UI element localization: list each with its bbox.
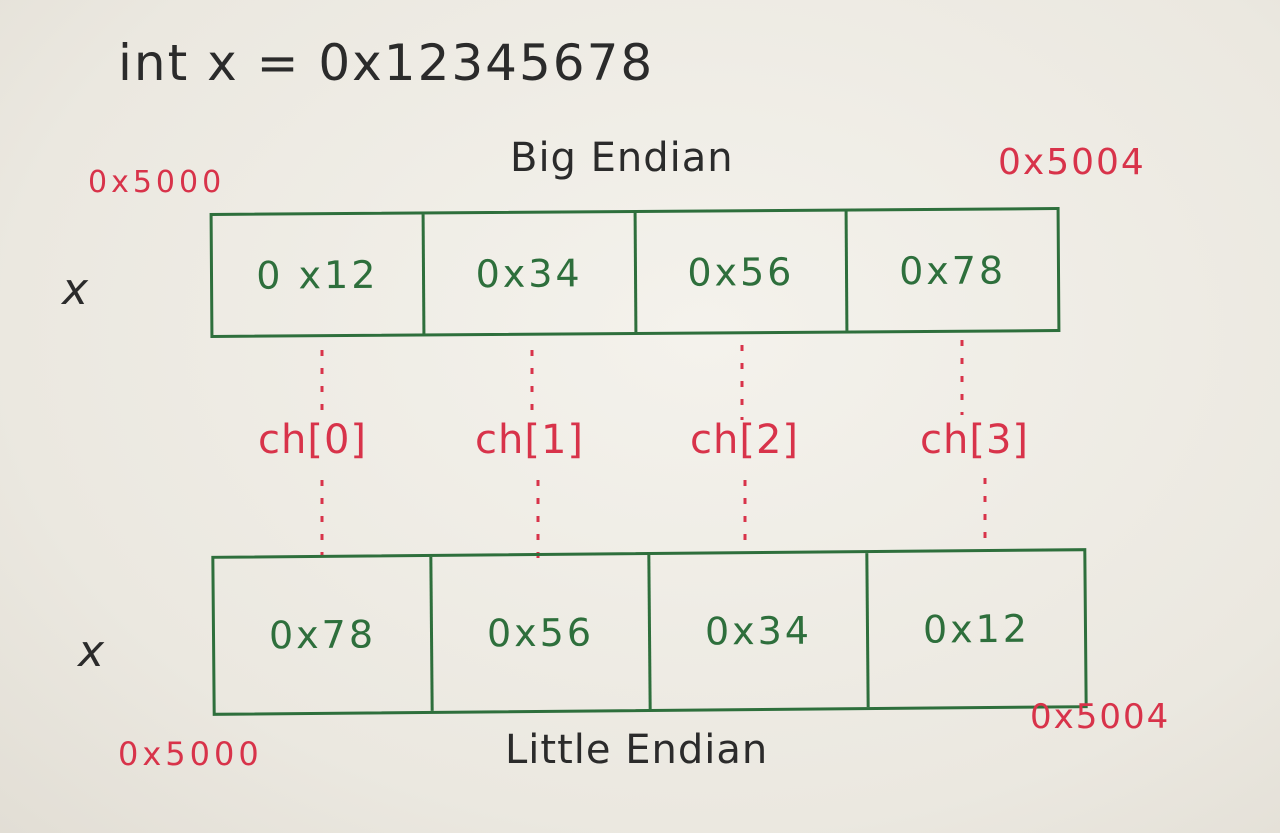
little-endian-end-address: 0x5004: [1030, 697, 1171, 737]
big-endian-byte-2: 0x56: [636, 212, 849, 332]
char-pointer-1: ch[1]: [475, 417, 585, 463]
big-endian-end-address: 0x5004: [998, 142, 1146, 183]
big-endian-start-address: 0x5000: [88, 165, 226, 200]
big-endian-byte-3: 0x78: [898, 247, 1007, 293]
little-endian-byte-0: 0x78: [214, 557, 433, 713]
little-endian-memory-box: [211, 548, 1087, 716]
little-endian-byte-1: 0x56: [432, 555, 651, 711]
little-endian-byte-3: 0x12: [922, 606, 1031, 652]
little-endian-byte-2: 0x34: [650, 553, 869, 709]
little-endian-variable: x: [78, 626, 105, 677]
big-endian-byte-1: 0x34: [424, 213, 637, 333]
declaration-title: int x = 0x12345678: [118, 34, 655, 92]
char-pointer-2: ch[2]: [690, 417, 800, 463]
char-pointer-0: ch[0]: [258, 417, 368, 463]
big-endian-variable: x: [62, 264, 89, 315]
big-endian-byte-0: 0 x12: [213, 214, 426, 334]
little-endian-label: Little Endian: [505, 727, 769, 773]
big-endian-label: Big Endian: [510, 135, 734, 181]
char-pointer-3: ch[3]: [920, 417, 1030, 463]
little-endian-start-address: 0x5000: [118, 735, 263, 773]
